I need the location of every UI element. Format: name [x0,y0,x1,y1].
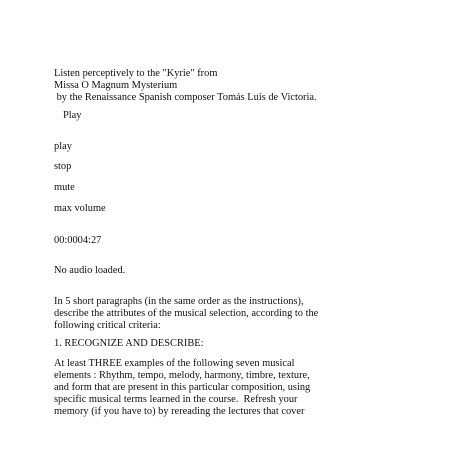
time-display: 00:0004:27 [54,235,102,246]
stop-link[interactable]: stop [54,161,72,172]
instructions-p2-line-5: memory (if you have to) by rereading the lectures that cover [54,406,305,417]
instructions-p2-line-2: elements : Rhythm, tempo, melody, harmony, timbre, texture, [54,370,310,381]
instructions-p2-line-3: and form that are present in this particular composition, using [54,382,311,393]
instructions-p1-line-3: following critical criteria: [54,320,161,331]
instructions-p1-line-2: describe the attributes of the musical selection, according to the [54,308,319,319]
play-header[interactable]: Play [63,110,82,121]
instructions-p2-line-4: specific musical terms learned in the course. Refresh your [54,394,298,405]
section-heading: 1. RECOGNIZE AND DESCRIBE: [54,338,204,349]
instructions-p1-line-1: In 5 short paragraphs (in the same order as the instructions), [54,296,304,307]
intro-line-3: by the Renaissance Spanish composer Tomás Luis de Victoria. [54,92,317,103]
player-status: No audio loaded. [54,265,126,276]
instructions-p2-line-1: At least THREE examples of the following seven musical [54,358,295,369]
intro-line-1: Listen perceptively to the "Kyrie" from [54,68,218,79]
max-volume-link[interactable]: max volume [54,203,106,214]
play-link[interactable]: play [54,141,72,152]
mute-link[interactable]: mute [54,182,75,193]
intro-line-2: Missa O Magnum Mysterium [54,80,178,91]
